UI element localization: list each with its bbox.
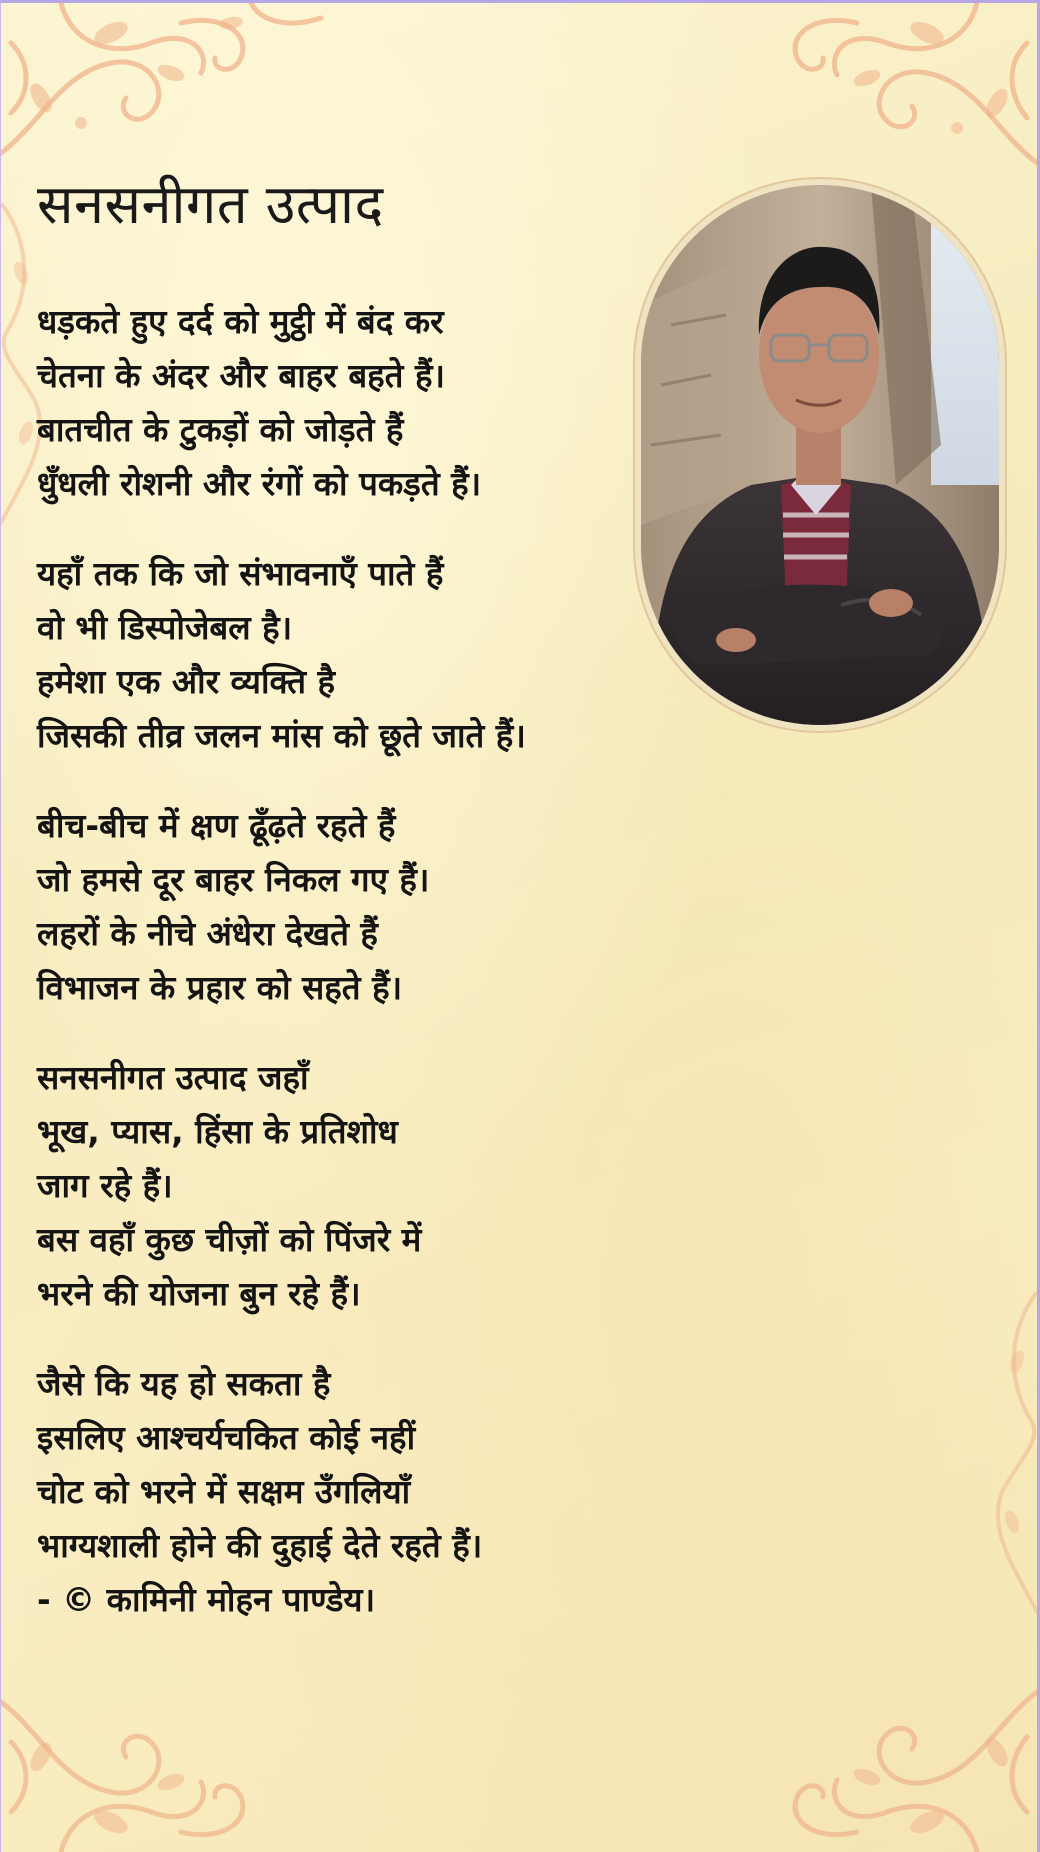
poem-line: यहाँ तक कि जो संभावनाएँ पाते हैं — [37, 554, 444, 593]
stanza-2 — [37, 547, 677, 763]
stanza-1 — [37, 295, 677, 511]
poem-line: धड़कते हुए दर्द को मुट्ठी में बंद कर — [37, 302, 444, 341]
author-photo — [641, 185, 999, 725]
stanza-3 — [37, 799, 677, 1015]
poem-line: जो हमसे दूर बाहर निकल गए हैं। — [37, 860, 430, 899]
stanza-5 — [37, 1357, 677, 1627]
poem-line: चेतना के अंदर और बाहर बहते हैं। — [37, 356, 446, 395]
poem-body — [37, 295, 677, 1663]
floral-ornament-top-right — [707, 3, 1037, 213]
poem-line: जिसकी तीव्र जलन मांस को छूते जाते हैं। — [37, 716, 526, 755]
poem-line: जैसे कि यह हो सकता है — [37, 1364, 331, 1403]
poem-line: बस वहाँ कुछ चीज़ों को पिंजरे में — [37, 1220, 422, 1259]
poem-line: धुँधली रोशनी और रंगों को पकड़ते हैं। — [37, 464, 482, 503]
poem-line: वो भी डिस्पोजेबल है। — [37, 608, 293, 647]
poem-line: भूख, प्यास, हिंसा के प्रतिशोध — [37, 1112, 398, 1151]
floral-ornament-bottom-right — [707, 1642, 1037, 1852]
poem-line: हमेशा एक और व्यक्ति है — [37, 662, 336, 701]
poem-line: भाग्यशाली होने की दुहाई देते रहते हैं। — [37, 1526, 483, 1565]
poem-line: लहरों के नीचे अंधेरा देखते हैं — [37, 914, 378, 953]
author-credit: - © कामिनी मोहन पाण्डेय। — [37, 1580, 376, 1619]
poem-line: चोट को भरने में सक्षम उँगलियाँ — [37, 1472, 411, 1511]
poem-line: जाग रहे हैं। — [37, 1166, 173, 1205]
poem-line: बातचीत के टुकड़ों को जोड़ते हैं — [37, 410, 404, 449]
poem-line: बीच-बीच में क्षण ढूँढ़ते रहते हैं — [37, 806, 396, 845]
floral-ornament-bottom-left — [1, 1642, 331, 1852]
floral-ornament-right-edge — [977, 1292, 1037, 1652]
poem-title: सनसनीगत उत्पाद — [37, 173, 384, 236]
author-photo-frame — [633, 177, 1007, 733]
stanza-4 — [37, 1051, 677, 1321]
poem-line: भरने की योजना बुन रहे हैं। — [37, 1274, 361, 1313]
poem-line: सनसनीगत उत्पाद जहाँ — [37, 1058, 309, 1097]
poem-line: विभाजन के प्रहार को सहते हैं। — [37, 968, 403, 1007]
poem-line: इसलिए आश्चर्यचकित कोई नहीं — [37, 1418, 416, 1457]
